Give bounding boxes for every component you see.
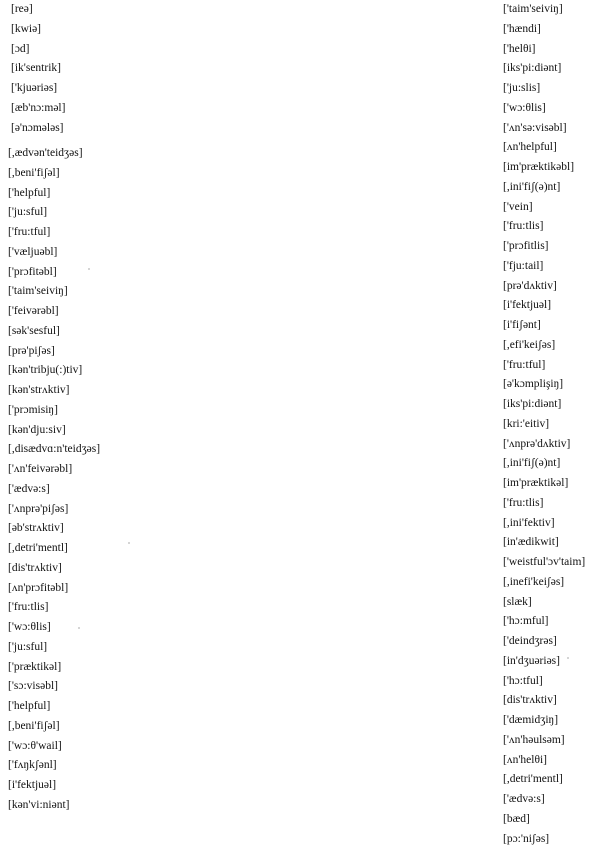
phonetic-transcription: [,ini'fiʃ(ə)nt] [503,454,585,474]
phonetic-transcription: ['helpful] [8,184,100,204]
phonetic-transcription: [i'fektjuəl] [8,776,100,796]
phonetic-transcription: ['fru:tlis] [503,217,585,237]
phonetic-transcription: ['ju:sful] [8,638,100,658]
phonetic-transcription: ['ædvə:s] [503,790,585,810]
phonetic-transcription: ['ʌn'feivərəbl] [8,460,100,480]
phonetic-transcription: [prə'dʌktiv] [503,277,585,297]
phonetic-transcription: [,ini'fiʃ(ə)nt] [503,178,585,198]
phonetic-transcription: [æb'nɔ:məl] [11,99,65,119]
phonetic-transcription: [,beni'fiʃəl] [8,717,100,737]
phonetic-transcription: ['prɔfitəbl] [8,263,100,283]
phonetic-transcription: ['wɔ:θlis] [503,99,585,119]
phonetic-transcription: [kən'vi:niənt] [8,796,100,816]
phonetic-transcription: [,detri'mentl] [8,539,100,559]
phonetic-transcription: ['deindʒrəs] [503,632,585,652]
phonetic-transcription: [ʌn'prɔfitəbl] [8,579,100,599]
phonetic-transcription: ['ju:sful] [8,203,100,223]
phonetic-transcription: [i'fiʃənt] [503,316,585,336]
scan-speck [88,268,90,270]
phonetic-transcription: [kwiə] [11,20,65,40]
phonetic-transcription: [ə'kɔmplişiŋ] [503,375,585,395]
phonetic-transcription: ['feivərəbl] [8,302,100,322]
phonetic-transcription: [ə'nɔmələs] [11,119,65,139]
phonetic-transcription: [,ini'fektiv] [503,514,585,534]
phonetic-transcription: ['hændi] [503,20,585,40]
phonetic-transcription: ['taim'seiviŋ] [8,282,100,302]
phonetic-transcription: [slæk] [503,593,585,613]
phonetic-transcription: ['fʌŋkʃənl] [8,756,100,776]
left-transcription-group-1 [11,0,65,138]
phonetic-transcription: [i'fektjuəl] [503,296,585,316]
phonetic-transcription: ['ædvə:s] [8,480,100,500]
phonetic-transcription: ['taim'seiviŋ] [503,0,585,20]
phonetic-transcription: [im'præktikəl] [503,474,585,494]
phonetic-transcription: ['fru:tful] [8,223,100,243]
phonetic-transcription: [,beni'fiʃəl] [8,164,100,184]
phonetic-transcription: ['ju:slis] [503,79,585,99]
phonetic-transcription: [,inefi'keiʃəs] [503,573,585,593]
right-transcription-column [503,0,585,849]
phonetic-transcription: ['dæmidʒiŋ] [503,711,585,731]
phonetic-transcription: ['ʌn'sə:visəbl] [503,119,585,139]
phonetic-transcription: [kən'strʌktiv] [8,381,100,401]
phonetic-transcription: [,disædvɑ:n'teidʒəs] [8,440,100,460]
phonetic-transcription: [ʌn'helpful] [503,138,585,158]
phonetic-transcription: ['fru:tlis] [503,494,585,514]
scan-speck [567,657,569,659]
phonetic-transcription: ['hɔ:tful] [503,672,585,692]
phonetic-transcription: ['hɔ:mful] [503,612,585,632]
phonetic-transcription: ['sɔ:visəbl] [8,677,100,697]
phonetic-transcription: ['ʌnprə'dʌktiv] [503,435,585,455]
phonetic-transcription: ['prɔmisiŋ] [8,401,100,421]
phonetic-transcription: [ʌn'helθi] [503,751,585,771]
phonetic-transcription: ['wɔ:θ'wail] [8,737,100,757]
phonetic-transcription: ['wɔ:θlis] [8,618,100,638]
phonetic-transcription: [kən'dju:siv] [8,421,100,441]
phonetic-transcription: [sək'sesful] [8,322,100,342]
phonetic-transcription: ['væljuəbl] [8,243,100,263]
phonetic-transcription: [ik'sentrik] [11,59,65,79]
phonetic-transcription: [im'præktikəbl] [503,158,585,178]
phonetic-transcription: ['helpful] [8,697,100,717]
phonetic-transcription: ['weistful'ɔv'taim] [503,553,585,573]
scan-speck [128,542,130,544]
phonetic-transcription: [in'ædikwit] [503,533,585,553]
phonetic-transcription: [iks'pi:diənt] [503,59,585,79]
scan-speck [78,627,80,629]
phonetic-transcription: ['prɔfitlis] [503,237,585,257]
phonetic-transcription: [dis'trʌktiv] [503,691,585,711]
phonetic-transcription: [dis'trʌktiv] [8,559,100,579]
phonetic-transcription: ['fju:tail] [503,257,585,277]
phonetic-transcription: [,ædvən'teidʒəs] [8,144,100,164]
phonetic-transcription: [bæd] [503,810,585,830]
phonetic-transcription: [in'dʒuəriəs] [503,652,585,672]
phonetic-transcription: ['kjuəriəs] [11,79,65,99]
phonetic-transcription: [ɔd] [11,40,65,60]
phonetic-transcription: ['præktikəl] [8,658,100,678]
phonetic-transcription: ['fru:tlis] [8,598,100,618]
phonetic-transcription: [,detri'mentl] [503,770,585,790]
left-transcription-group-2 [8,144,100,816]
phonetic-transcription: ['ʌn'həulsəm] [503,731,585,751]
phonetic-transcription: [prə'piʃəs] [8,342,100,362]
phonetic-transcription: ['fru:tful] [503,356,585,376]
phonetic-transcription: [,efi'keiʃəs] [503,336,585,356]
phonetic-transcription: [iks'pi:diənt] [503,395,585,415]
phonetic-transcription: [kri:'eitiv] [503,415,585,435]
phonetic-transcription: ['vein] [503,198,585,218]
phonetic-transcription: ['helθi] [503,40,585,60]
phonetic-transcription: ['ʌnprə'piʃəs] [8,500,100,520]
phonetic-transcription: [kən'tribju(:)tiv] [8,361,100,381]
phonetic-transcription: [əb'strʌktiv] [8,519,100,539]
phonetic-transcription: [pɔ:'niʃəs] [503,830,585,849]
phonetic-transcription: [reə] [11,0,65,20]
